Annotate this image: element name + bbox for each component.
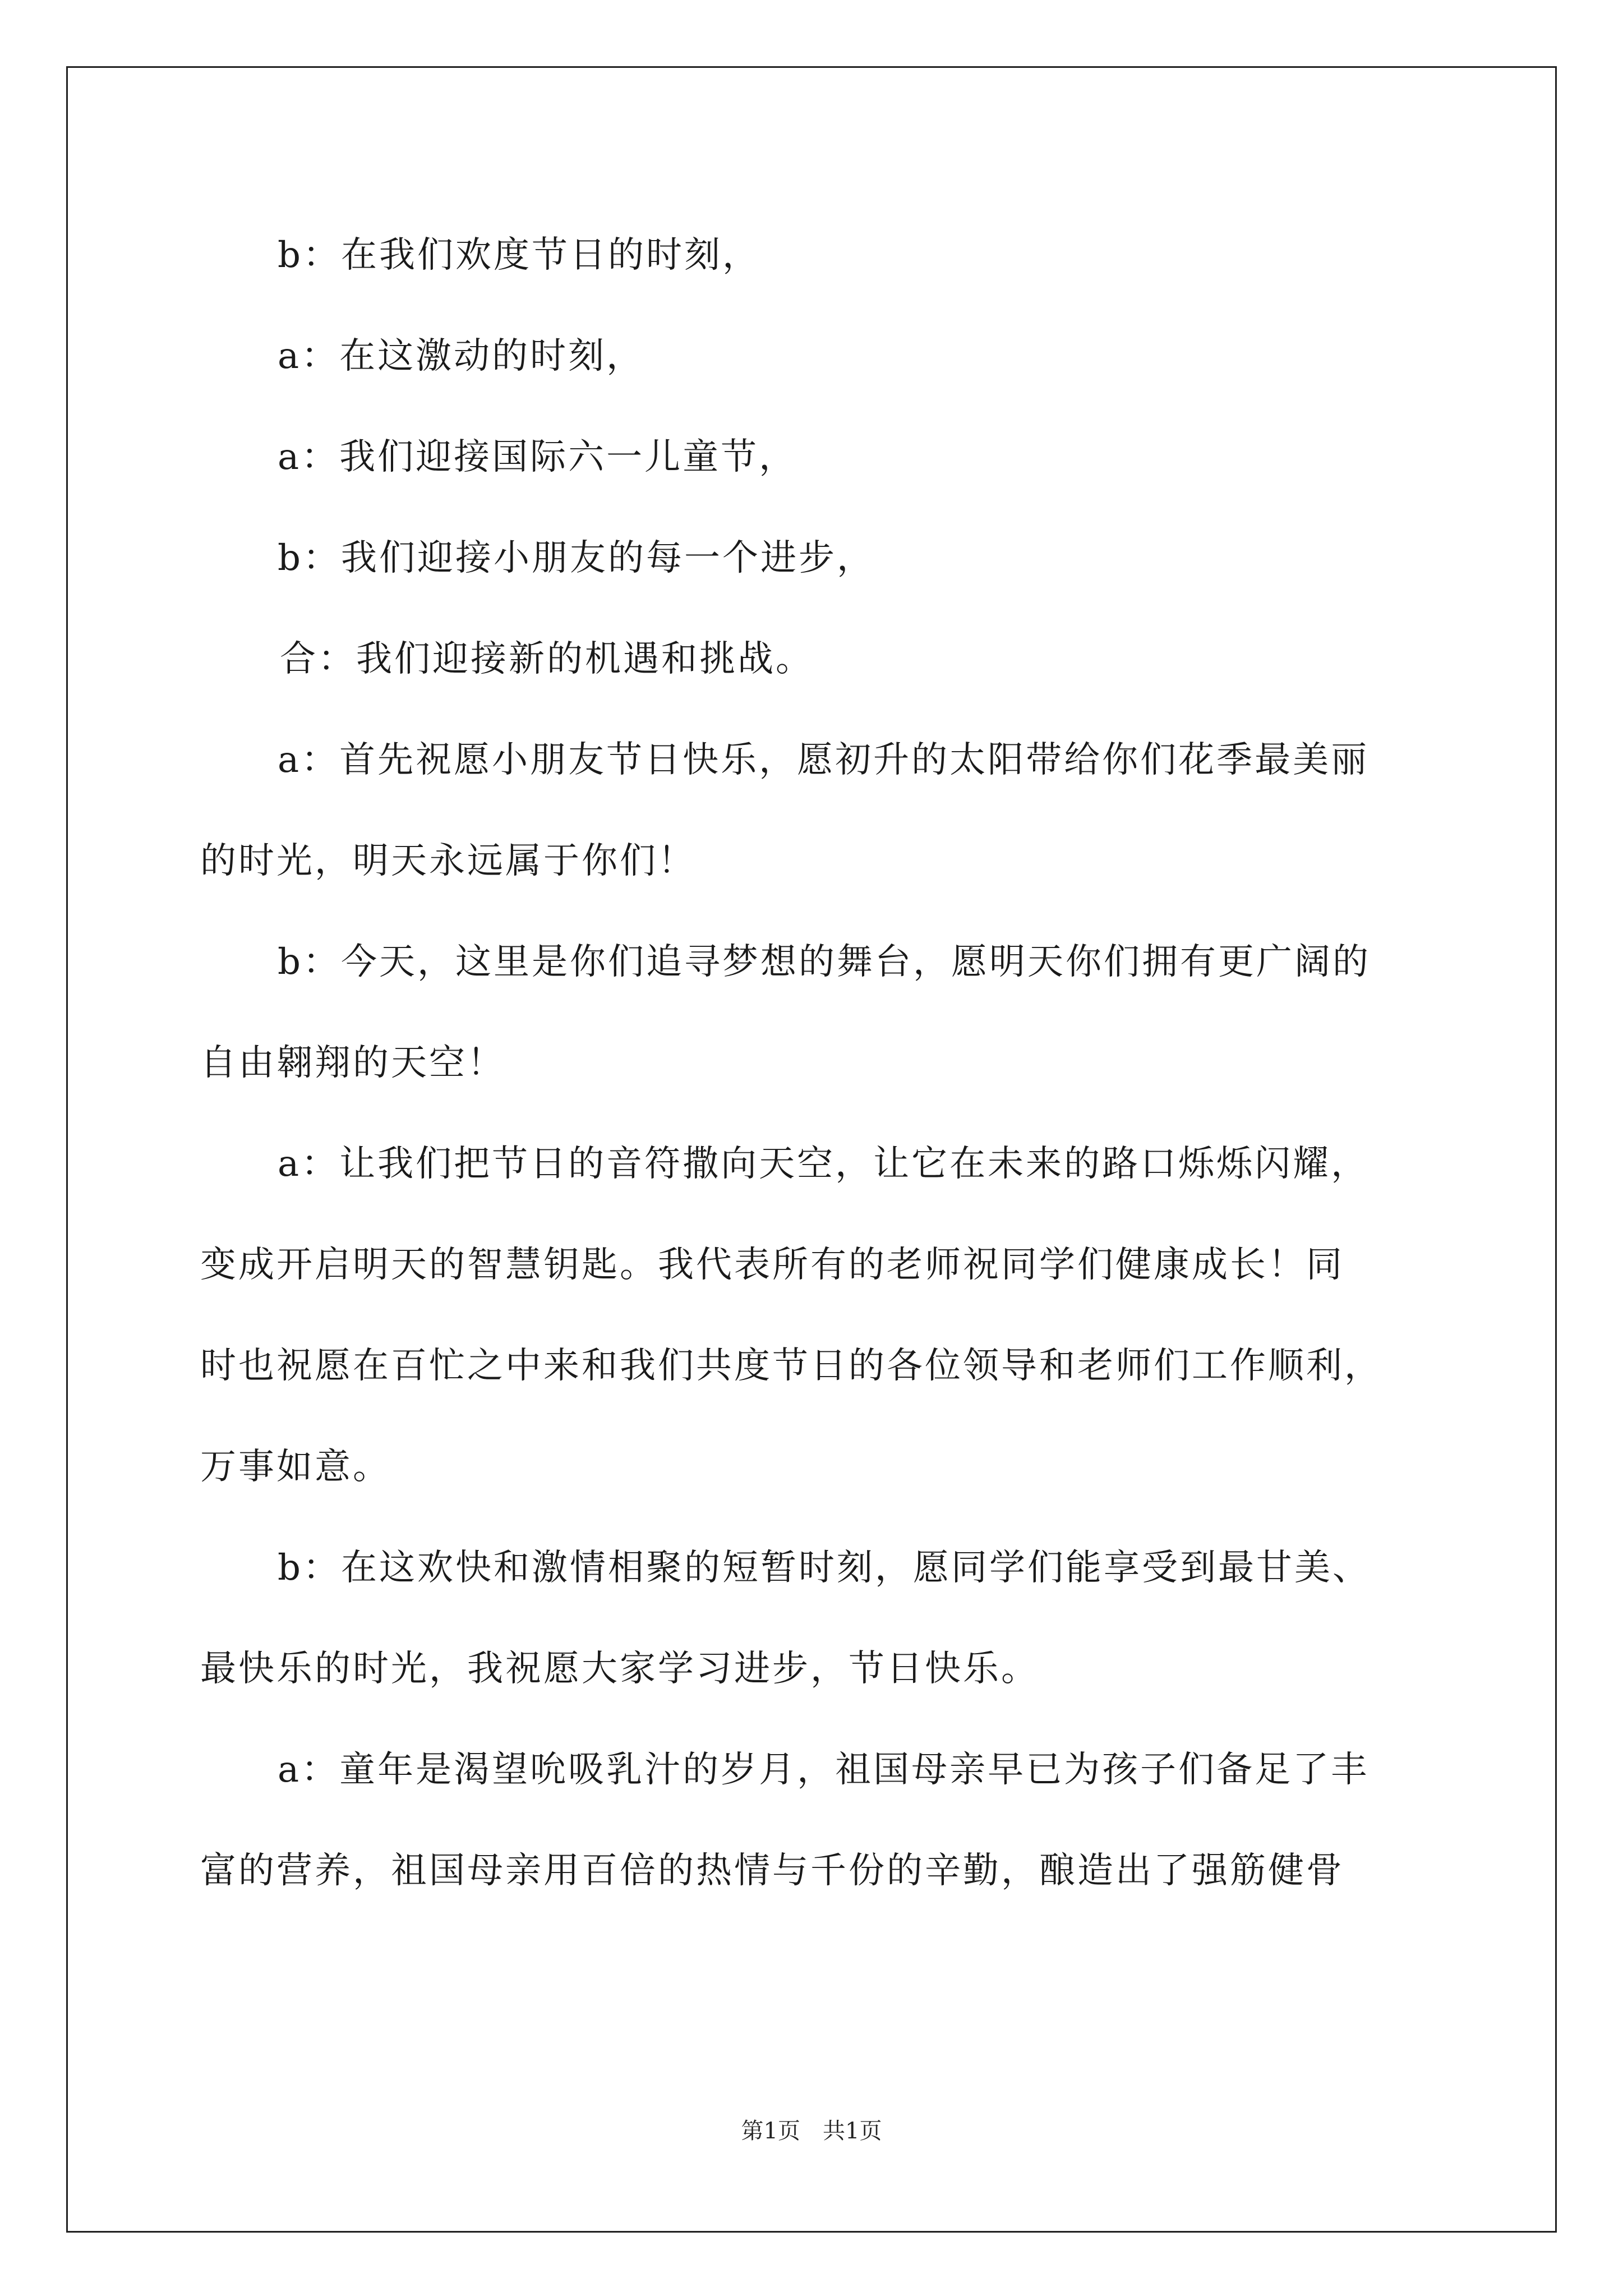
paragraph-line: 时也祝愿在百忙之中来和我们共度节日的各位领导和老师们工作顺利， <box>200 1345 1382 1387</box>
paragraph-line: 万事如意。 <box>200 1446 391 1488</box>
paragraph-line: 最快乐的时光，我祝愿大家学习进步，节日快乐。 <box>200 1648 1039 1690</box>
paragraph-line: a：我们迎接国际六一儿童节， <box>278 436 797 478</box>
paragraph-line: 自由翱翔的天空！ <box>200 1042 505 1084</box>
paragraph-line: a：让我们把节日的音符撒向天空，让它在未来的路口烁烁闪耀， <box>278 1143 1370 1185</box>
paragraph-line: 富的营养，祖国母亲用百倍的热情与千份的辛勤，酿造出了强筋健骨 <box>200 1850 1344 1892</box>
paragraph-line: b：在这欢快和激情相聚的短暂时刻，愿同学们能享受到最甘美、 <box>278 1547 1371 1589</box>
paragraph-line: 的时光，明天永远属于你们！ <box>200 840 696 882</box>
paragraph-line: b：今天，这里是你们追寻梦想的舞台，愿明天你们拥有更广阔的 <box>278 941 1371 983</box>
paragraph-line: a：在这激动的时刻， <box>278 335 645 377</box>
paragraph-line: 合：我们迎接新的机遇和挑战。 <box>280 638 814 680</box>
paragraph-line: b：在我们欢度节日的时刻， <box>278 234 760 276</box>
paragraph-line: b：我们迎接小朋友的每一个进步， <box>278 537 875 579</box>
paragraph-line: a：首先祝愿小朋友节日快乐，愿初升的太阳带给你们花季最美丽 <box>278 739 1370 781</box>
paragraph-line: 变成开启明天的智慧钥匙。我代表所有的老师祝同学们健康成长！同 <box>200 1244 1344 1286</box>
page-number-footer: 第1页 共1页 <box>741 2118 882 2144</box>
paragraph-line: a：童年是渴望吮吸乳汁的岁月，祖国母亲早已为孩子们备足了丰 <box>278 1749 1370 1791</box>
